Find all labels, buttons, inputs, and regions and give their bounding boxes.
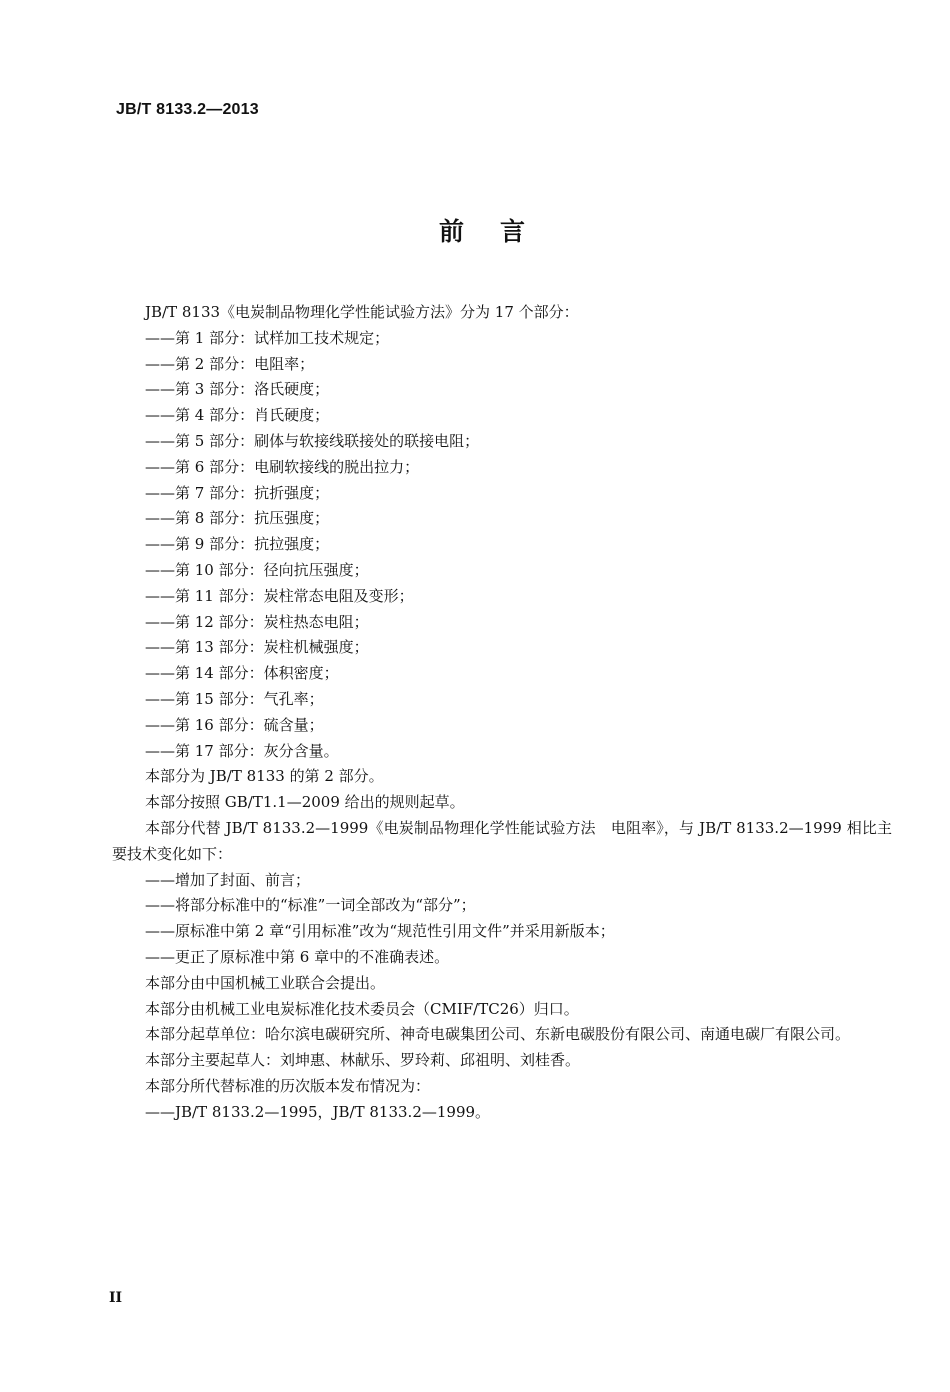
statement-drafting-units: 本部分起草单位：哈尔滨电碳研究所、神奇电碳集团公司、东新电碳股份有限公司、南通电碳厂有限公司。 (145, 1025, 851, 1044)
list-item: ——第 11 部分：炭柱常态电阻及变形； (145, 586, 414, 605)
page-number: II (109, 1290, 123, 1306)
list-item: ——更正了原标准中第 6 章中的不准确表述。 (145, 947, 450, 966)
list-item: ——第 1 部分：试样加工技术规定； (145, 328, 390, 347)
list-item: ——第 4 部分：肖氏硬度； (145, 406, 330, 425)
page-title: 前言 (438, 217, 561, 246)
list-item: ——第 6 部分：电刷软接线的脱出拉力； (145, 457, 420, 476)
list-item: ——第 10 部分：径向抗压强度； (145, 560, 369, 579)
list-item: ——第 3 部分：洛氏硬度； (145, 380, 330, 399)
list-item: ——第 2 部分：电阻率； (145, 354, 315, 373)
parts-list (112, 326, 892, 765)
list-item: ——第 5 部分：刷体与软接线联接处的联接电阻； (145, 431, 480, 450)
list-item: ——增加了封面、前言； (145, 870, 311, 889)
standard-number: JB/T 8133.2—2013 (116, 101, 259, 118)
list-item: ——第 12 部分：炭柱热态电阻； (145, 612, 369, 631)
list-item: ——第 14 部分：体积密度； (145, 664, 339, 683)
statement-committee: 本部分由机械工业电炭标准化技术委员会（CMIF/TC26）归口。 (145, 999, 579, 1018)
statement-replaces: 本部分代替 JB/T 8133.2—1999《电炭制品物理化学性能试验方法 电阻率》，与 JB/T 8133.2—1999 相比主要技术变化如下： (112, 818, 892, 863)
list-item: ——第 9 部分：抗拉强度； (145, 535, 330, 554)
statement-drafters: 本部分主要起草人：刘坤惠、林献乐、罗玲莉、邱祖明、刘桂香。 (145, 1051, 581, 1070)
history-item: ——JB/T 8133.2—1995，JB/T 8133.2—1999。 (145, 1102, 491, 1121)
statement-part: 本部分为 JB/T 8133 的第 2 部分。 (145, 767, 384, 786)
list-item: ——第 8 部分：抗压强度； (145, 509, 330, 528)
list-item: ——第 7 部分：抗折强度； (145, 483, 330, 502)
list-item: ——第 17 部分：灰分含量。 (145, 741, 339, 760)
statement-rules: 本部分按照 GB/T1.1—2009 给出的规则起草。 (145, 793, 465, 812)
changes-list (112, 868, 892, 971)
foreword-body (112, 300, 892, 1126)
list-item: ——第 16 部分：硫含量； (145, 715, 324, 734)
list-item: ——第 13 部分：炭柱机械强度； (145, 638, 369, 657)
list-item: ——第 15 部分：气孔率； (145, 689, 324, 708)
statement-proposed: 本部分由中国机械工业联合会提出。 (145, 973, 386, 992)
list-item: ——原标准中第 2 章“引用标准”改为“规范性引用文件”并采用新版本； (145, 922, 615, 941)
intro-paragraph: JB/T 8133《电炭制品物理化学性能试验方法》分为 17 个部分： (145, 303, 579, 321)
statement-history-intro: 本部分所代替标准的历次版本发布情况为： (145, 1076, 431, 1095)
list-item: ——将部分标准中的“标准”一词全部改为“部分”； (145, 896, 476, 915)
